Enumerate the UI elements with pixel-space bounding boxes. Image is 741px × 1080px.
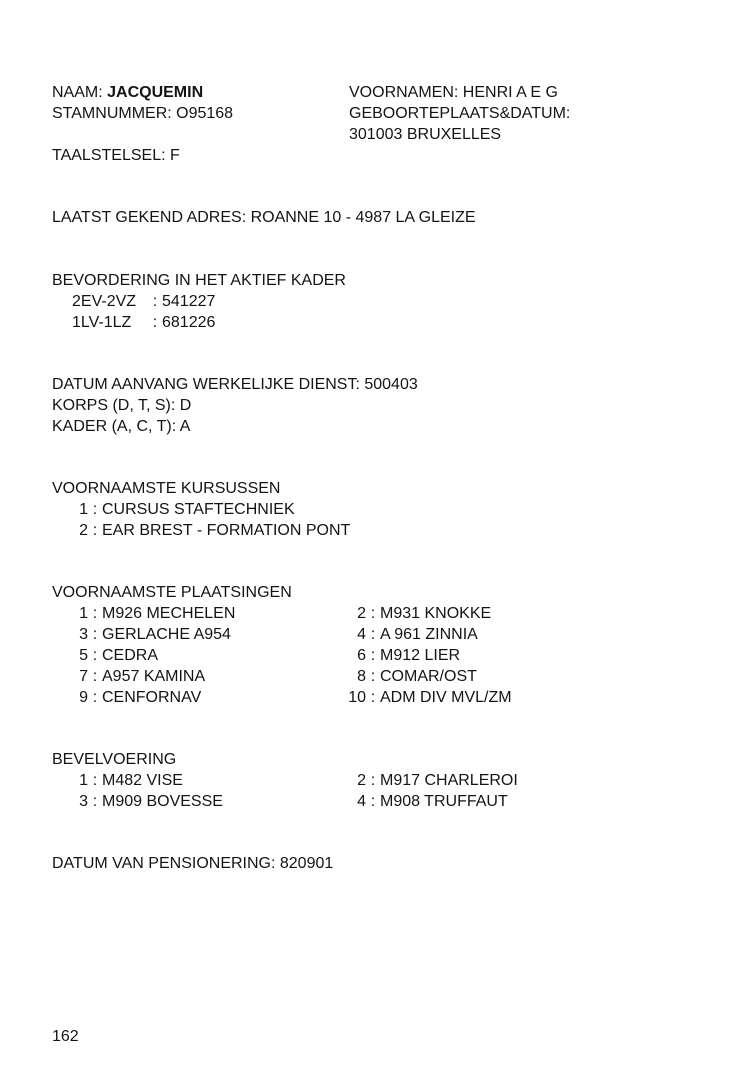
item-text: CEDRA — [102, 647, 159, 664]
item-text: M909 BOVESSE — [102, 793, 223, 810]
item-text: CURSUS STAFTECHNIEK — [102, 501, 295, 518]
list-item: 1 : M926 MECHELEN — [66, 604, 235, 625]
plaatsingen-title: VOORNAAMSTE PLAATSINGEN — [52, 584, 292, 601]
item-text: M917 CHARLEROI — [380, 772, 518, 789]
list-item: 2 : EAR BREST - FORMATION PONT — [66, 521, 350, 542]
item-number: 4 — [357, 793, 366, 810]
date: 681226 — [162, 314, 216, 331]
item-text: M926 MECHELEN — [102, 605, 236, 622]
list-item: 4 : M908 TRUFFAUT — [344, 792, 508, 813]
item-text: A 961 ZINNIA — [380, 626, 478, 643]
list-item: 5 : CEDRA — [66, 646, 158, 667]
item-number: 10 — [348, 689, 366, 706]
list-item: 2 : M917 CHARLEROI — [344, 771, 518, 792]
kader: KADER (A, C, T): A — [52, 418, 191, 435]
bevordering-title: BEVORDERING IN HET AKTIEF KADER — [52, 272, 346, 289]
item-text: ADM DIV MVL/ZM — [380, 689, 512, 706]
list-item: 8 : COMAR/OST — [344, 667, 477, 688]
item-number: 4 — [357, 626, 366, 643]
taalstelsel: TAALSTELSEL: F — [52, 147, 180, 164]
item-text: COMAR/OST — [380, 668, 477, 685]
bevelvoering-title: BEVELVOERING — [52, 751, 177, 768]
item-text: M482 VISE — [102, 772, 183, 789]
item-text: M908 TRUFFAUT — [380, 793, 508, 810]
item-number: 9 — [79, 689, 88, 706]
naam-line — [52, 83, 203, 104]
list-item: 10 : ADM DIV MVL/ZM — [344, 688, 512, 709]
item-number: 1 — [79, 501, 88, 518]
adres: LAATST GEKEND ADRES: ROANNE 10 - 4987 LA GLEIZE — [52, 209, 476, 226]
aanvang-dienst: DATUM AANVANG WERKELIJKE DIENST: 500403 — [52, 376, 418, 393]
naam-label: NAAM: — [52, 84, 103, 101]
colon: : — [152, 293, 158, 310]
item-number: 2 — [357, 772, 366, 789]
voornamen: VOORNAMEN: HENRI A E G — [349, 84, 558, 101]
item-text: A957 KAMINA — [102, 668, 206, 685]
item-number: 7 — [79, 668, 88, 685]
item-text: EAR BREST - FORMATION PONT — [102, 522, 351, 539]
item-text: CENFORNAV — [102, 689, 202, 706]
bevordering-item — [72, 292, 215, 313]
list-item: 9 : CENFORNAV — [66, 688, 201, 709]
item-text: M931 KNOKKE — [380, 605, 492, 622]
list-item: 3 : GERLACHE A954 — [66, 625, 231, 646]
page-number: 162 — [52, 1028, 79, 1045]
item-text: GERLACHE A954 — [102, 626, 231, 643]
list-item: 1 : M482 VISE — [66, 771, 183, 792]
item-number: 2 — [79, 522, 88, 539]
item-number: 3 — [79, 793, 88, 810]
item-number: 3 — [79, 626, 88, 643]
list-item: 3 : M909 BOVESSE — [66, 792, 223, 813]
geboorte-label: GEBOORTEPLAATS&DATUM: — [349, 105, 571, 122]
list-item: 2 : M931 KNOKKE — [344, 604, 491, 625]
item-number: 2 — [357, 605, 366, 622]
list-item: 7 : A957 KAMINA — [66, 667, 205, 688]
kursussen-title: VOORNAAMSTE KURSUSSEN — [52, 480, 281, 497]
date: 541227 — [162, 293, 216, 310]
bevordering-item — [72, 313, 215, 334]
list-item: 4 : A 961 ZINNIA — [344, 625, 478, 646]
stamnummer: STAMNUMMER: O95168 — [52, 105, 234, 122]
korps: KORPS (D, T, S): D — [52, 397, 192, 414]
colon: : — [152, 314, 158, 331]
item-text: M912 LIER — [380, 647, 461, 664]
pensionering: DATUM VAN PENSIONERING: 820901 — [52, 855, 334, 872]
item-number: 1 — [79, 605, 88, 622]
list-item: 1 : CURSUS STAFTECHNIEK — [66, 500, 295, 521]
item-number: 6 — [357, 647, 366, 664]
item-number: 1 — [79, 772, 88, 789]
geboorte-value: 301003 BRUXELLES — [349, 126, 502, 143]
rank: 1LV-1LZ — [72, 314, 132, 331]
rank: 2EV-2VZ — [72, 293, 137, 310]
item-number: 5 — [79, 647, 88, 664]
item-number: 8 — [357, 668, 366, 685]
list-item: 6 : M912 LIER — [344, 646, 460, 667]
naam-value: JACQUEMIN — [107, 84, 204, 101]
